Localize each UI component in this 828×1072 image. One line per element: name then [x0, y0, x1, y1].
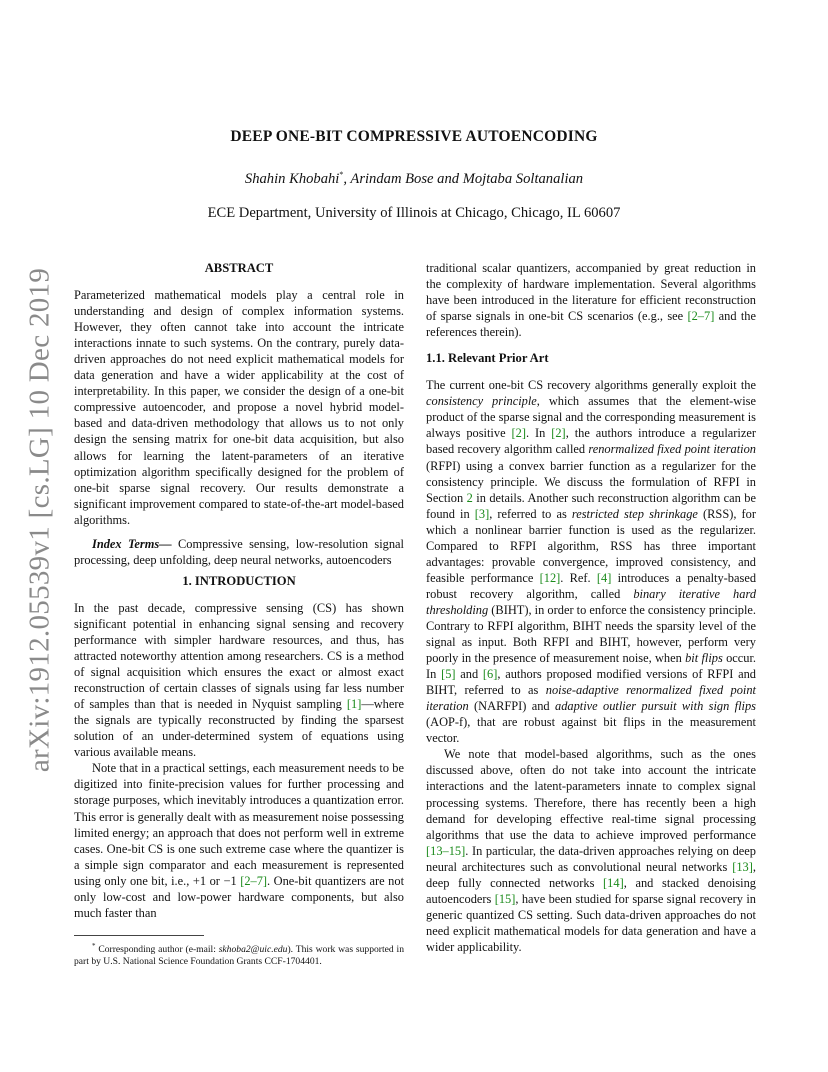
- text: (RFPI) using a convex barrier function as a regularizer for the consistency principle. We discuss the formulation of RFPI in Section: [426, 458, 756, 505]
- text: . Ref.: [560, 570, 597, 585]
- citation-link[interactable]: [6]: [482, 667, 498, 682]
- emphasis: restricted step shrinkage: [571, 506, 698, 521]
- paper-title: DEEP ONE-BIT COMPRESSIVE AUTOENCODING: [230, 128, 598, 145]
- citation-link[interactable]: [15]: [494, 891, 516, 906]
- intro-p2-text-b: . One-bit quantizers are not only low-cost and low-power hardware components, but also much faster than: [74, 873, 405, 920]
- text: , authors proposed modified versions of RFPI and BIHT, referred to as: [426, 667, 757, 698]
- text: (AOP-f), that are robust against bit flips in the measurement vector.: [426, 715, 756, 746]
- citation-link[interactable]: [2]: [551, 426, 566, 441]
- subsection-heading: 1.1. Relevant Prior Art: [426, 351, 549, 366]
- text: , referred to as: [489, 506, 572, 521]
- right-p0-text-b: and the references therein).: [426, 309, 756, 340]
- intro-p2-text-a: Note that in a practical settings, each measurement needs to be digitized into finite-precision values for further processing and storage purposes, which inevitably introduces a quantization error. This error is generally dealt with as measurement noise possessing limited energy; an approach that does not perform well in extreme cases. One-bit CS is one such extreme case where the quantizer is a simple sign comparator and each measurement is represented using only one bit, i.e., +1 or −1: [74, 761, 404, 888]
- abstract-body: Parameterized mathematical models play a central role in understanding and design of complex information systems. However, they often cannot take into account the intricate interactions innate to such systems. On the contrary, purely data-driven approaches do not need explicit mathematical models for data generation and have a wider applicability at the cost of interpretability. In this paper, we consider the design of a one-bit compressive autoencoder, and propose a novel hybrid model-based and data-driven methodology that allows us to not only design the sensing matrix for one-bit data acquisition, but also allows for learning the latent-parameters of an iterative optimization algorithm specifically designed for the problem of one-bit sparse signal recovery. Our results demonstrate a significant improvement compared to state-of-the-art model-based algorithms.: [74, 288, 404, 527]
- lead-author: Shahin Khobahi: [244, 170, 340, 187]
- index-terms: [74, 536, 404, 568]
- text: . In: [525, 426, 552, 441]
- citation-link[interactable]: [2–7]: [687, 309, 715, 324]
- footnote-text-a: Corresponding author (e-mail:: [95, 944, 219, 956]
- paper-affiliation: ECE Department, University of Illinois at Chicago, Chicago, IL 60607: [207, 205, 621, 221]
- text: (NARFPI) and: [468, 699, 555, 714]
- intro-paragraph-2: [74, 760, 404, 920]
- text: (RSS), for which a nonlinear barrier function is used as the regularizer. Compared to RFPI algorithm, RSS has three important advantages: provable convergence, improved consistency, and feasible performance: [426, 506, 756, 585]
- index-terms-body: Compressive sensing, low-resolution signal processing, deep unfolding, deep neural networks, autoencoders: [74, 536, 404, 567]
- text: . In particular, the data-driven approaches relying on deep neural architectures such as convolutional neural networks: [426, 843, 756, 874]
- text: , which assumes that the element-wise product of the sparse signal and the corresponding measurement is always positive: [426, 394, 756, 441]
- citation-link[interactable]: [3]: [474, 506, 490, 521]
- emphasis: renormalized fixed point iteration: [588, 442, 756, 457]
- intro-p1-text-a: In the past decade, compressive sensing (CS) has shown significant potential in enhancing signal sensing and recovery performance with simpler hardware resources, and thus, has attracted noteworthy attention among researchers. CS is a method of signal acquisition which ensures the exact or almost exact reconstruction of certain classes of signals using far less number of samples than that is needed in Nyquist sampling: [74, 600, 404, 712]
- text: introduces a penalty-based robust recovery algorithm, called: [426, 570, 757, 601]
- text: and: [455, 667, 483, 682]
- text: We note that model-based algorithms, such as the ones discussed above, often do not take into account the intricate interactions and the latent-parameters innate to complex signal processing systems. Therefore, there has recently been a high demand for developing effective real-time signal processing algorithms that use the data to achieve improved performance: [426, 747, 756, 842]
- footnote-divider: [74, 935, 204, 936]
- text: The current one-bit CS recovery algorithms generally exploit the: [426, 378, 756, 393]
- right-column: [426, 260, 756, 955]
- prior-art-paragraph: [426, 377, 756, 746]
- co-authors: , Arindam Bose and Mojtaba Soltanalian: [343, 170, 584, 187]
- text: occur. In: [426, 651, 756, 682]
- footnote: [74, 940, 404, 969]
- citation-link[interactable]: [5]: [441, 667, 456, 682]
- right-paragraph-0: [426, 260, 756, 340]
- citation-link[interactable]: [13]: [732, 859, 753, 874]
- citation-link[interactable]: [14]: [603, 875, 624, 890]
- text: , deep fully connected networks: [426, 859, 756, 890]
- intro-p1-text-b: —where the signals are typically reconstructed by finding the sparsest solution of an under-determined system of equations using various available means.: [74, 697, 404, 760]
- left-column: [74, 260, 404, 968]
- citation-link[interactable]: [1]: [346, 697, 362, 712]
- right-p0-text-a: traditional scalar quantizers, accompanied by great reduction in the complexity of hardware implementation. Several algorithms have been introduced in the literature for efficient reconstruction of sparse signals in one-bit CS scenarios (e.g., see: [426, 261, 756, 324]
- intro-paragraph-1: [74, 600, 404, 760]
- arxiv-sidebar-stamp: [20, 267, 60, 773]
- paper-authors: [0, 170, 828, 188]
- abstract-heading: ABSTRACT: [204, 261, 274, 275]
- citation-link[interactable]: [12]: [539, 570, 561, 585]
- citation-link[interactable]: [2–7]: [240, 873, 268, 888]
- text: , have been studied for sparse signal recovery in generic quantized CS setting. Such data-driven approaches do not need explicit mathematical models for data generation and have a wider applicability.: [426, 891, 756, 954]
- author-footnote-mark: *: [339, 170, 344, 179]
- text: , the authors introduce a regularizer based recovery algorithm called: [426, 426, 756, 457]
- text: in details. Another such reconstruction algorithm can be found in: [426, 490, 756, 521]
- data-driven-paragraph: [426, 746, 756, 955]
- footnote-email: skhoba2@uic.edu: [218, 944, 288, 956]
- text: , and stacked denoising autoencoders: [426, 875, 756, 906]
- emphasis: bit flips: [685, 651, 723, 666]
- citation-link[interactable]: [13–15]: [426, 843, 466, 858]
- index-terms-label: Index Terms—: [92, 536, 172, 551]
- introduction-heading: 1. INTRODUCTION: [182, 573, 296, 588]
- emphasis: adaptive outlier pursuit with sign flips: [555, 699, 756, 714]
- footnote-mark: *: [92, 941, 96, 950]
- citation-link[interactable]: [2]: [511, 426, 526, 441]
- emphasis: noise-adaptive renormalized fixed point iteration: [426, 683, 756, 714]
- emphasis: consistency principle: [426, 394, 537, 409]
- footnote-text-b: ). This work was supported in part by U.S. National Science Foundation Grants CCF-1704401.: [74, 944, 404, 968]
- citation-link[interactable]: [4]: [596, 570, 612, 585]
- arxiv-id: arXiv:1912.05539v1 [cs.LG] 10 Dec 2019: [23, 267, 56, 773]
- text: (BIHT), in order to enforce the consistency principle. Contrary to RFPI algorithm, BIHT needs the sparsity level of the signal as input. Both RFPI and BIHT, however, perform very poorly in the presence of measurement noise, when: [426, 602, 756, 666]
- emphasis: binary iterative hard thresholding: [426, 586, 757, 617]
- section-link[interactable]: 2: [466, 490, 473, 505]
